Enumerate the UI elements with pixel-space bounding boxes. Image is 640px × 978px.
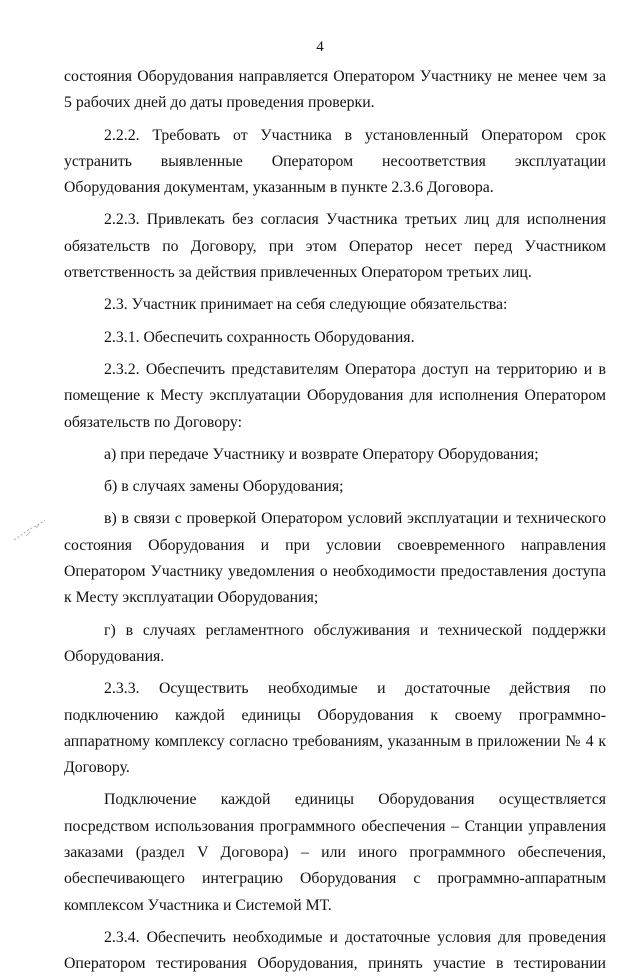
paragraph-2-3-1: 2.3.1. Обеспечить сохранность Оборудования.	[104, 328, 415, 346]
list-item-a: а) при передаче Участнику и возврате Оператору Оборудования;	[104, 445, 539, 463]
paragraph-2-3-2: 2.3.2. Обеспечить представителям Оператора доступ на территорию и в помещение к Месту эксплуатации Оборудования для исполнения Оператором обязательств по Договору:	[64, 360, 606, 431]
list-item-b: б) в случаях замены Оборудования;	[104, 478, 344, 496]
paragraph-2-2-3: 2.2.3. Привлекать без согласия Участника третьих лиц для исполнения обязательств по Договору, при этом Оператор несет перед Участником ответственность за действия привлеченных Оператором третьих лиц.	[64, 211, 606, 282]
margin-mark	[12, 516, 48, 544]
paragraph-continuation: состояния Оборудования направляется Оператором Участнику не менее чем за 5 рабочих дней до даты проведения проверки.	[64, 68, 606, 112]
paragraph-2-3: 2.3. Участник принимает на себя следующие обязательства:	[104, 296, 508, 314]
paragraph-2-3-3: 2.3.3. Осуществить необходимые и достаточные действия по подключению каждой единицы Оборудования к своему программно-аппаратному комплексу согласно требованиям, указанным в приложении № 4 к Договору.	[64, 680, 606, 777]
list-item-v: в) в связи с проверкой Оператором условий эксплуатации и технического состояния Оборудования и при условии своевременного направления Оператором Участнику уведомления о необходимости предоставления доступа к Месту эксплуатации Оборудования;	[64, 510, 606, 607]
paragraph-connection: Подключение каждой единицы Оборудования осуществляется посредством использования программного обеспечения – Станции управления заказами (раздел V Договора) – или иного программного обеспечения, обеспечивающего интеграцию Оборудования с программно-аппаратным комплексом Участника и Системой МТ.	[64, 791, 606, 914]
paragraph-2-3-4: 2.3.4. Обеспечить необходимые и достаточные условия для проведения Оператором тестирования Оборудования, принять участие в тестировании	[64, 928, 606, 973]
paragraph-2-2-2: 2.2.2. Требовать от Участника в установленный Оператором срок устранить выявленные Оператором несоответствия эксплуатации Оборудования документам, указанным в пункте 2.3.6 Договора.	[64, 126, 606, 197]
list-item-g: г) в случаях регламентного обслуживания и технической поддержки Оборудования.	[64, 621, 606, 665]
document-body	[64, 64, 606, 978]
page-number: 4	[316, 39, 324, 55]
